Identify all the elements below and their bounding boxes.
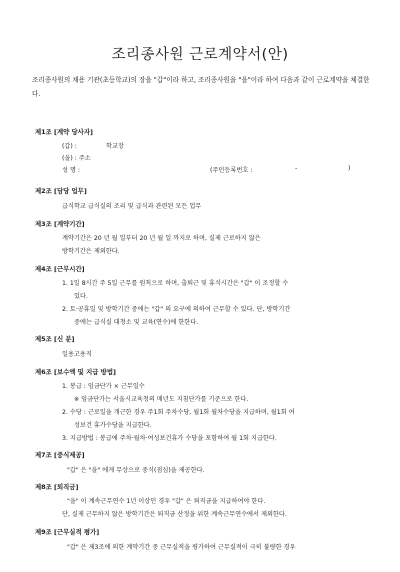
article-3-heading: 제3조 [계약기간] (35, 220, 85, 228)
article-6-item-2: 2. 수당 : 근로일을 개근한 경우 주1회 주차수당, 월1회 월차수당을 지급하며, 월1회 여 (62, 409, 295, 416)
party-gap-label: (갑) : (62, 143, 77, 150)
party-gap-row (62, 141, 124, 150)
article-4-item-2: 2. 토·공휴일 및 방학기간 중에는 "갑" 의 요구에 의하여 근무할 수 있다. 단, 방학기간 (62, 306, 291, 313)
article-6-item-1-note: ※ 임금단가는 서울시교육청의 매년도 지침단가를 기준으로 한다. (74, 396, 249, 403)
party-eul-label: (을) : 주소 (62, 155, 91, 162)
registration-number-label: (주민등록번호 : (210, 167, 253, 174)
article-6-item-3: 3. 지급방법 : 봉급에 주차·월차·여성보건휴가 수당을 포함하여 월 1회 지급한다. (62, 435, 277, 442)
document-title: 조리종사원 근로계약서(안) (111, 47, 289, 63)
article-4-heading: 제4조 [근무시간] (35, 265, 85, 273)
article-3-line-2: 방학기간은 제외한다. (62, 248, 120, 255)
article-1-heading: 제1조 [계약 당사자] (35, 128, 93, 136)
article-9-heading: 제9조 [근무실적 평가] (35, 528, 100, 536)
article-4-item-1-cont: 있다. (74, 293, 88, 300)
article-4-item-2-cont: 중에는 급식실 대청소 및 교육(연수)에 한한다. (74, 319, 199, 326)
name-label: 성 명 : (62, 167, 80, 174)
registration-dash: - (295, 165, 298, 172)
article-2-text: 급식학교 급식실의 조리 및 급식과 관련된 모든 업무 (62, 203, 202, 210)
article-8-line-2: 단, 실제 근무하지 않은 방학기간은 퇴직금 산정을 위한 계속근무연수에서 제외한다. (62, 511, 287, 518)
article-5-heading: 제5조 [신 분] (35, 335, 75, 343)
article-9-line-1: "갑" 은 제3조에 의한 계약기간 중 근무실적을 평가하여 근무실적이 극히 불량한 경우 (67, 544, 296, 551)
article-8-heading: 제8조 [퇴직금] (35, 483, 79, 491)
intro-paragraph: 조리종사원의 채용 기관(초등학교)의 장을 "갑"이라 하고, 조리종사원을 "을"이라 하여 다음과 같이 근로계약을 체결한다. (32, 76, 370, 98)
article-4-item-1: 1. 1일 8시간 주 5일 근무를 원칙으로 하며, 출퇴근 및 휴식시간은 "갑" 이 조정할 수 (62, 280, 289, 287)
article-3-line-1: 계약기간은 20 년 월 일부터 20 년 월 일 까지로 하며, 실제 근로하지 않은 (62, 235, 261, 242)
party-gap-value: 학교장 (105, 143, 124, 150)
article-5-text: 일용고용직 (62, 351, 92, 358)
article-6-item-1: 1. 봉급 : 임금단가 × 근무일수 (62, 383, 145, 390)
article-2-heading: 제2조 [담당 업무] (35, 187, 87, 195)
article-8-line-1: "을" 이 계속근무연수 1년 이상인 경우 "갑" 은 퇴직금을 지급하여야 한다. (67, 498, 266, 505)
registration-close: ) (348, 165, 351, 172)
article-7-text: "갑" 은 "을" 에게 무상으로 중식(점심)을 제공한다. (67, 467, 205, 474)
party-name-row (62, 165, 362, 175)
article-6-heading: 제6조 [보수액 및 지급 방법] (35, 368, 116, 376)
article-6-item-2-cont: 성보건 휴가수당을 지급한다. (74, 422, 152, 429)
article-7-heading: 제7조 [중식제공] (35, 451, 85, 459)
